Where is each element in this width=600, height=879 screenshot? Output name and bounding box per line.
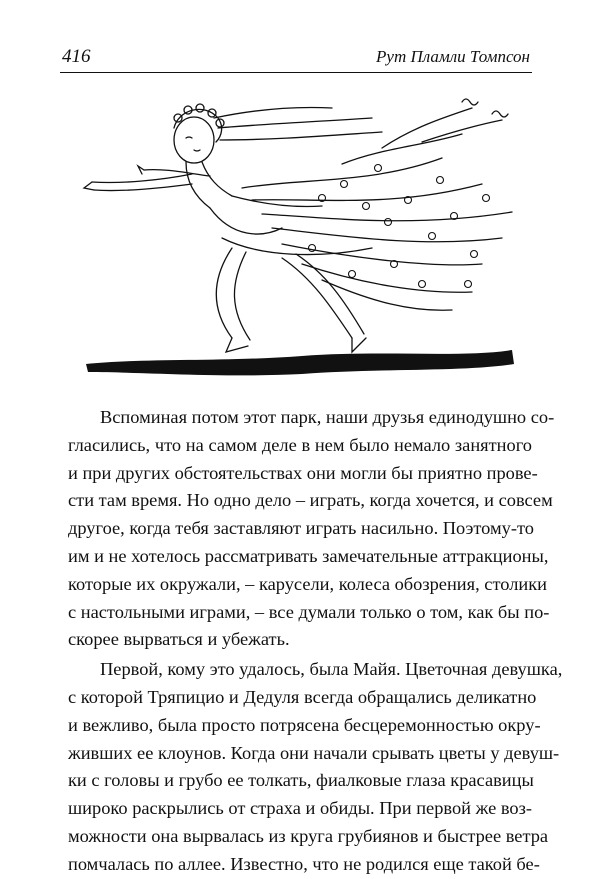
text-line: живших ее клоунов. Когда они начали срывать цветы у девуш- (68, 742, 560, 763)
text-line: им и не хотелось рассматривать замечательные аттракционы, (68, 545, 549, 566)
running-header (60, 40, 532, 73)
page-number: 416 (62, 46, 91, 67)
text-line: широко раскрылись от страха и обиды. При первой же воз- (68, 798, 532, 819)
text-line: гласились, что на самом деле в нем было немало занятного (68, 434, 532, 455)
text-line: с настольными играми, – все думали только о том, как бы по- (68, 601, 550, 622)
text-line: и при других обстоятельствах они могли бы приятно прове- (68, 462, 538, 483)
text-line: Первой, кому это удалось, была Майя. Цветочная девушка, (100, 659, 563, 680)
text-line: Вспоминая потом этот парк, наши друзья единодушно со- (100, 407, 555, 427)
text-line: скорее вырваться и убежать. (68, 629, 290, 650)
body-text (68, 404, 563, 879)
text-line: ки с головы и грубо ее толкать, фиалковые глаза красавицы (68, 770, 534, 791)
paragraph-2 (68, 656, 563, 878)
paragraph-1 (68, 404, 555, 654)
text-line: помчалась по аллее. Известно, что не родился еще такой бе- (68, 853, 540, 874)
text-line: и вежливо, была просто потрясена бесцеремонностью окру- (68, 714, 541, 735)
text-line: другое, когда тебя заставляют играть насильно. Поэтому-то (68, 518, 534, 539)
text-line: которые их окружали, – карусели, колеса обозрения, столики (68, 573, 548, 594)
text-line: сти там время. Но одно дело – играть, когда хочется, и совсем (68, 490, 553, 511)
text-line: можности она вырвалась из круга грубиянов и быстрее ветра (68, 825, 549, 846)
fairy-illustration (82, 88, 522, 388)
running-title: Рут Пламли Томпсон (376, 47, 530, 66)
text-line: с которой Тряпицио и Дедуля всегда обращались деликатно (68, 686, 537, 707)
